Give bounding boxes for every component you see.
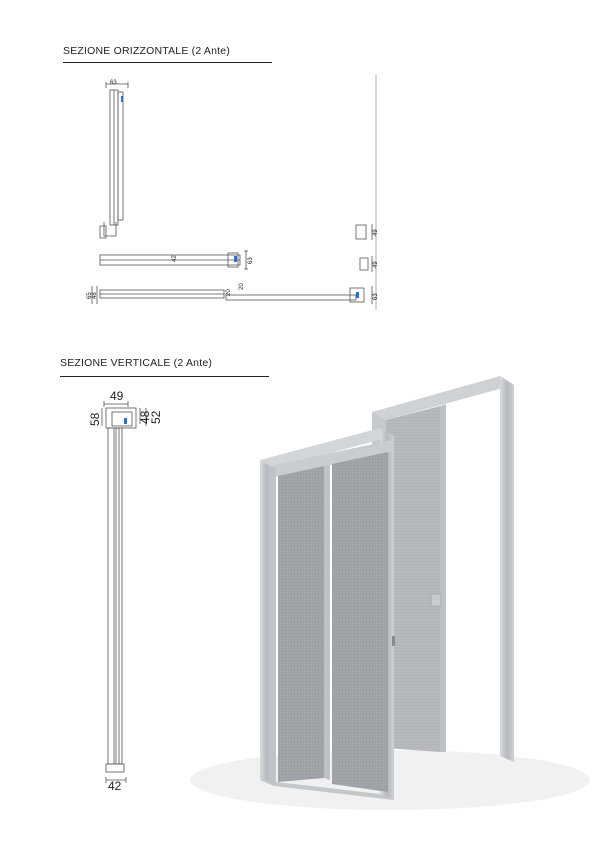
dim-48: 48 [92, 292, 98, 299]
dim-49-a: 49 [373, 229, 379, 236]
dim-65: 65 [87, 292, 93, 299]
vdim-49: 49 [110, 389, 124, 403]
dim-20-a: 20 [226, 289, 232, 296]
dim-20-b: 20 [239, 283, 245, 290]
horizontal-section-title: SEZIONE ORIZZONTALE (2 Ante) [63, 45, 231, 57]
dim-42: 42 [172, 255, 178, 262]
dim-63-right: 63 [373, 293, 379, 300]
vdim-58: 58 [88, 412, 102, 426]
vdim-42: 42 [108, 779, 122, 793]
front-frame [260, 428, 395, 800]
dim-49-b: 49 [373, 261, 379, 268]
vertical-section-title: SEZIONE VERTICALE (2 Ante) [60, 357, 213, 369]
vdim-52: 52 [149, 410, 163, 424]
dim-63-top: 63 [110, 80, 117, 86]
vdim-48: 48 [138, 410, 152, 424]
dim-63-mid: 63 [248, 257, 254, 264]
